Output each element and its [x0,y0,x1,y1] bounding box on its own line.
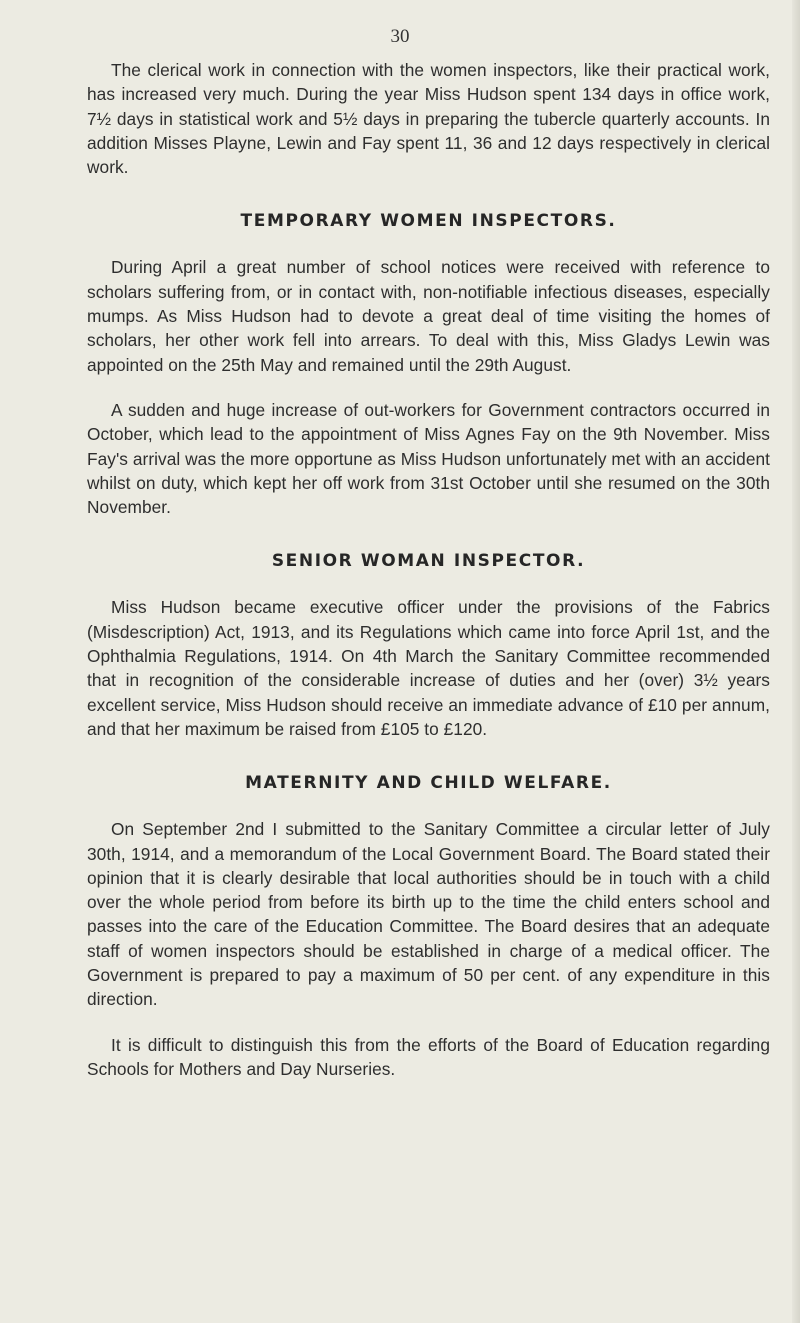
senior-paragraph: Miss Hudson became executive officer under the provisions of the Fabrics (Misdescription) Act, 1913, and its Regulations which came into force April 1st, and the Ophthalmia Regulations, 1914. On 4th March the Sanitary Committee recommended that in recognition of the considerable increase of duties and her (over) 3½ years excellent service, Miss Hudson should receive an immediate advance of £10 per annum, and that her maximum be raised from £105 to £120. [87,597,770,739]
page-edge [792,0,800,1323]
section-heading-maternity-child-welfare: MATERNITY AND CHILD WELFARE. [245,773,612,794]
maternity-paragraph-1: On September 2nd I submitted to the Sanitary Committee a circular letter of July 30th, 1914, and a memorandum of the Local Government Board. The Board stated their opinion that it is clearly desirable that local authorities should be in touch with a child over the whole period from before its birth up to the time the child enters school and passes into the care of the Education Committee. The Board desires that an adequate staff of women inspectors should be established in charge of a medical officer. The Government is prepared to pay a maximum of 50 per cent. of any expenditure in this direction. [87,819,770,1010]
page-body [87,58,770,1081]
section-heading-temporary-women-inspectors: TEMPORARY WOMEN INSPECTORS. [240,211,617,232]
page-number: 30 [390,26,410,47]
section-heading-senior-woman-inspector: SENIOR WOMAN INSPECTOR. [271,551,586,572]
temporary-paragraph-2: A sudden and huge increase of out-workers for Government contractors occurred in October, which lead to the appointment of Miss Agnes Fay on the 9th November. Miss Fay's arrival was the more opportune as Miss Hudson unfortunately met with an accident whilst on duty, which kept her off work from 31st October until she resumed on the 30th November. [87,399,770,518]
intro-paragraph: The clerical work in connection with the women inspectors, like their practical work, has increased very much. During the year Miss Hudson spent 134 days in office work, 7½ days in statistical work and 5½ days in preparing the tubercle quarterly accounts. In addition Misses Playne, Lewin and Fay spent 11, 36 and 12 days respectively in clerical work. [87,60,770,178]
maternity-paragraph-2: It is difficult to distinguish this from the efforts of the Board of Education regarding Schools for Mothers and Day Nurseries. [87,1034,770,1079]
temporary-paragraph-1: During April a great number of school notices were received with reference to scholars suffering from, or in contact with, non-notifiable infectious diseases, especially mumps. As Miss Hudson had to devote a great deal of time visiting the homes of scholars, her other work fell into arrears. To deal with this, Miss Gladys Lewin was appointed on the 25th May and remained until the 29th August. [87,257,770,375]
